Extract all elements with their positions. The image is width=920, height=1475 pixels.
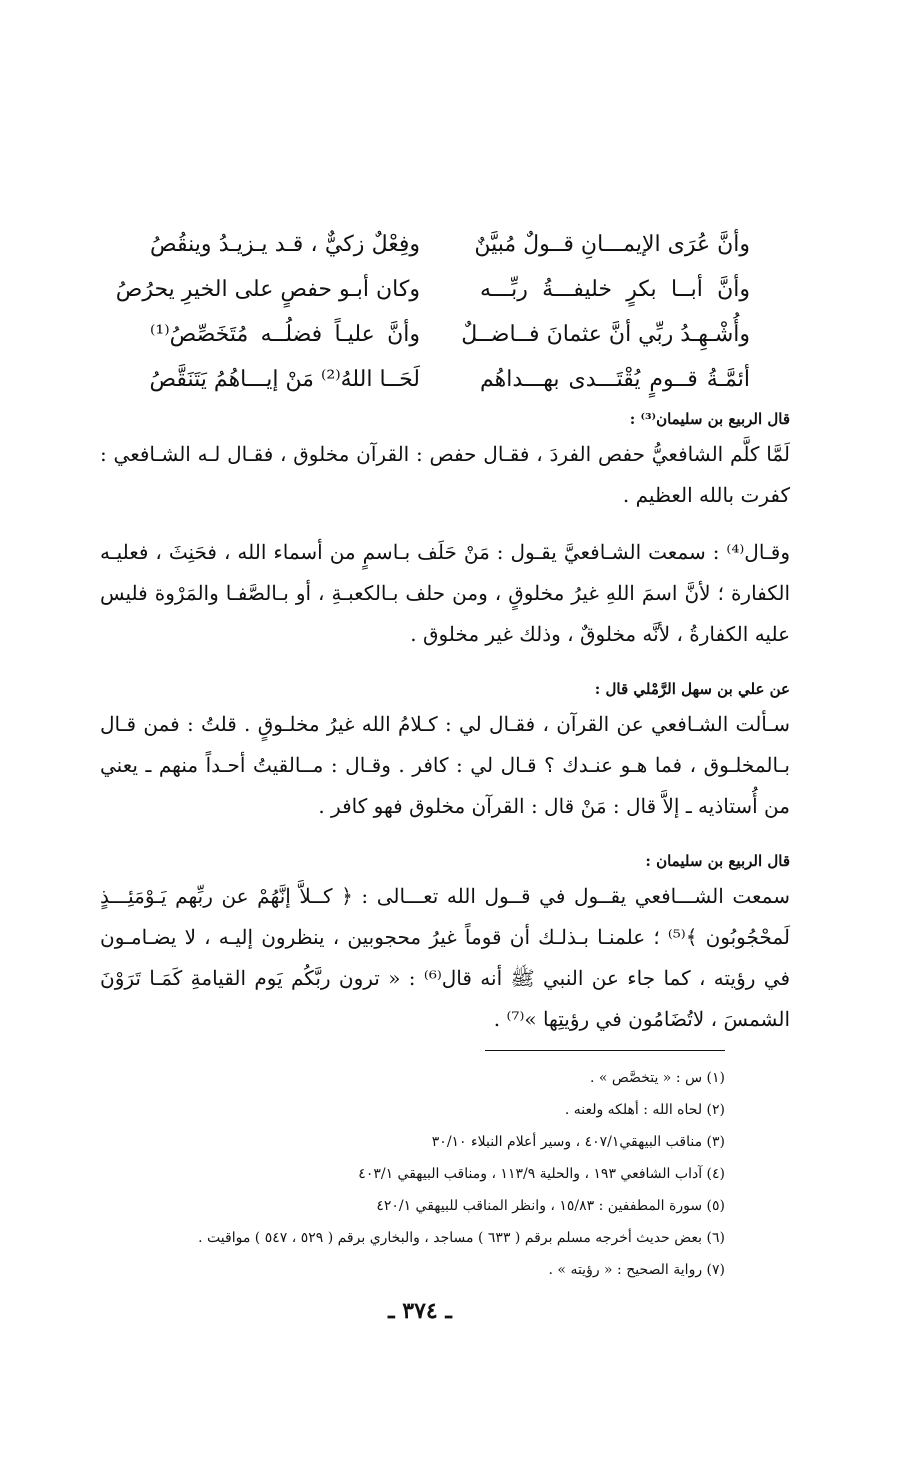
- section-rabi-hafs: [100, 410, 790, 516]
- footnote: (٣) مناقب البيهقي٤٠٧/١ ، وسير أعلام النبلاء ٣٠/١٠: [431, 1134, 725, 1150]
- verse-4-second-hemistich: لَحَــا اللهُ⁽²⁾ مَنْ إيـــاهُمُ يَتَنَقَّصُ: [149, 367, 420, 392]
- footnote: (١) س : « يتخصَّص » .: [589, 1070, 725, 1086]
- verse-1-first-hemistich: وأنَّ عُرَى الإيمـــانِ قــولٌ مُبيَّنٌ: [474, 232, 750, 257]
- verse-3: [150, 312, 750, 357]
- verse-1: [150, 222, 750, 267]
- verse-2-first-hemistich: وأنَّ أبــا بكرٍ خليفـــةُ ربِّـــه: [480, 277, 750, 302]
- footnote: (٧) رواية الصحيح : « رؤيته » .: [548, 1262, 725, 1278]
- section-oath: [100, 532, 790, 655]
- footnote: (٤) آداب الشافعي ١٩٣ ، والحلية ١١٣/٩ ، ومناقب البيهقي ٤٠٣/١: [358, 1166, 725, 1182]
- verse-4-first-hemistich: أئمَّـةُ قــومٍ يُقْتَـــدى بهـــداهُم: [480, 367, 750, 392]
- verse-4: [150, 357, 750, 402]
- footnote-divider: [485, 1050, 725, 1051]
- section-paragraph: لَمَّا كلَّم الشافعيُّ حفص الفردَ ، فقـال حفص : القرآن مخلوق ، فقـال لـه الشـافعي : كفرت بالله العظيم .: [100, 442, 790, 507]
- section-heading: قال الربيع بن سليمان⁽³⁾ :: [629, 410, 790, 428]
- verse-3-first-hemistich: وأُشْـهِـدُ ربِّي أنَّ عثمانَ فــاضــلٌ: [461, 322, 750, 347]
- section-heading: عن علي بن سهل الرَّمْلي قال :: [594, 680, 790, 698]
- verse-2-second-hemistich: وكان أبـو حفصٍ على الخيرِ يحرُصُ: [115, 277, 420, 302]
- section-paragraph: وقـال⁽⁴⁾ : سمعت الشـافعيَّ يقـول : مَنْ حَلَف بـاسمٍ من أسماء الله ، فحَنِثَ ، فعليـه الكفارة ؛ لأنَّ اسمَ اللهِ غيرُ مخلوقٍ ، ومن حلف بـالكعبـةِ ، أو بـالصَّفـا والمَرْوة فليس عليه الكفارةُ ، لأنَّه مخلوقٌ ، وذلك غير مخلوق .: [100, 540, 790, 646]
- footnote: (٢) لحاه الله : أهلكه ولعنه .: [564, 1102, 725, 1118]
- section-rabi-vision: [100, 852, 790, 1040]
- footnote: (٦) بعض حديث أخرجه مسلم برقم ( ٦٣٣ ) مساجد ، والبخاري برقم ( ٥٢٩ ، ٥٤٧ ) مواقيت .: [198, 1230, 725, 1246]
- verse-2: [115, 267, 750, 312]
- footnote: (٥) سورة المطففين : ١٥/٨٣ ، وانظر المناقب للبيهقي ٤٢٠/١: [376, 1198, 725, 1214]
- section-paragraph: سمعت الشـــافعي يقــول في قــول الله تعـــالى : ﴿ كــلاَّ إنَّهُمْ عن ربِّهم يَـوْمَئِـــذٍ لَمحْجُوبُون ﴾⁽⁵⁾ ؛ علمنـا بـذلـك أن قوماً غيرُ محجوبين ، ينظرون إليـه ، لا يضـامـون في رؤيته ، كما جاء عن النبي ﷺ أنه قال⁽⁶⁾ : « ترون ربَّكُم يَوم القيامةِ كَمَـا تَرَوْنَ الشمسَ ، لاتُضَامُون في رؤيتِها »⁽⁷⁾ .: [100, 884, 791, 1031]
- footnotes: [180, 1062, 725, 1286]
- page-number: ـ ٣٧٤ ـ: [388, 1298, 452, 1324]
- section-paragraph: سـألت الشـافعي عن القرآن ، فقـال لي : كـلامُ الله غيرُ مخلـوقٍ . قلتُ : فمن قـال بـالمخلـوق ، فما هـو عنـدك ؟ قـال لي : كافر . وقـال : مــالقيتُ أحـداً منهم ـ يعني من أُستاذيه ـ إلاَّ قال : مَنْ قال : القرآن مخلوق فهو كافر .: [100, 712, 790, 818]
- poem: [115, 222, 750, 402]
- verse-1-second-hemistich: وفِعْلٌ زكيٌّ ، قـد يـزيـدُ وينقُصُ: [150, 232, 420, 257]
- section-heading: قال الربيع بن سليمان :: [645, 852, 790, 870]
- verse-3-second-hemistich: وأنَّ عليـاً فضلُــه مُتَخَصِّصُ⁽¹⁾: [150, 322, 420, 347]
- section-ali-ramli: [100, 680, 790, 827]
